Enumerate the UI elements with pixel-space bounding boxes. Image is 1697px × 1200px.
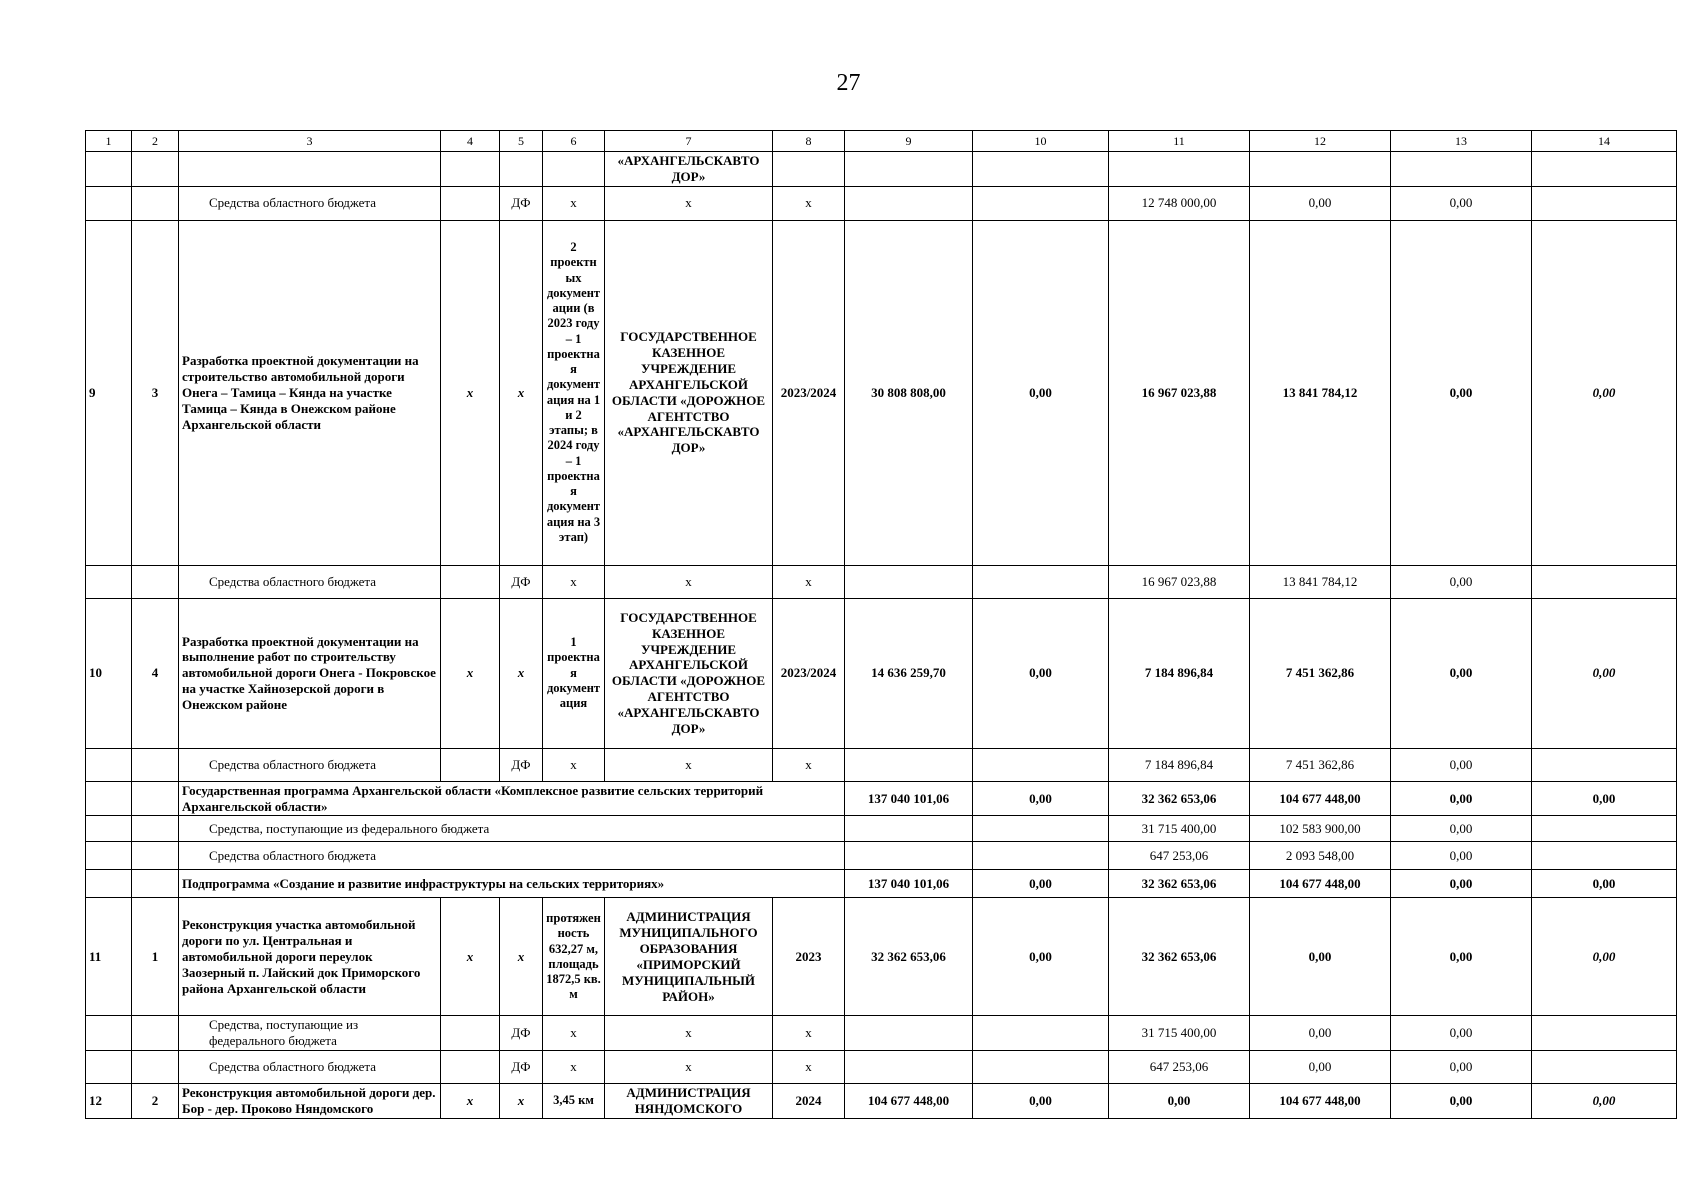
funding-source: Средства, поступающие из федерального бюджета xyxy=(179,1016,441,1051)
table-row xyxy=(86,598,1677,748)
cell: 0,00 xyxy=(1532,1084,1677,1119)
cell: 13 841 784,12 xyxy=(1250,220,1391,565)
result-cell: 3,45 км xyxy=(543,1084,605,1119)
cell: х xyxy=(543,1016,605,1051)
cell: 16 967 023,88 xyxy=(1109,565,1250,598)
cell: 0,00 xyxy=(973,781,1109,816)
cell: х xyxy=(441,220,500,565)
table-row xyxy=(86,1016,1677,1051)
cell: 0,00 xyxy=(1250,1016,1391,1051)
cell: 0,00 xyxy=(1391,781,1532,816)
cell: 32 362 653,06 xyxy=(1109,898,1250,1016)
period-cell: 2024 xyxy=(773,1084,845,1119)
table-row xyxy=(86,186,1677,220)
cell: х xyxy=(543,748,605,781)
table-row xyxy=(86,781,1677,816)
col-num: 8 xyxy=(773,131,845,152)
cell: 0,00 xyxy=(973,1084,1109,1119)
cell: 0,00 xyxy=(1532,220,1677,565)
cell: х xyxy=(605,565,773,598)
cell: х xyxy=(605,186,773,220)
cell: 32 362 653,06 xyxy=(1109,870,1250,898)
program-title: Государственная программа Архангельской области «Комплексное развитие сельских территорий Архангельской области» xyxy=(179,781,845,816)
cell: 2 093 548,00 xyxy=(1250,842,1391,870)
funding-source: Средства, поступающие из федерального бюджета xyxy=(179,816,845,842)
table-row xyxy=(86,1084,1677,1119)
cell: 31 715 400,00 xyxy=(1109,1016,1250,1051)
funding-source: Средства областного бюджета xyxy=(179,186,441,220)
column-number-row xyxy=(86,131,1677,152)
table-row xyxy=(86,898,1677,1016)
project-name: Реконструкция участка автомобильной дороги по ул. Центральная и автомобильной дороги переулок Заозерный п. Лайский док Приморского района Архангельской области xyxy=(179,898,441,1016)
cell: х xyxy=(500,598,543,748)
col-num: 13 xyxy=(1391,131,1532,152)
cell: 0,00 xyxy=(1391,1016,1532,1051)
col-num: 2 xyxy=(132,131,179,152)
cell: х xyxy=(773,1051,845,1084)
period-cell: 2023/2024 xyxy=(773,598,845,748)
cell: ДФ xyxy=(500,186,543,220)
row-number: 11 xyxy=(86,898,132,1016)
cell: 137 040 101,06 xyxy=(845,781,973,816)
cell xyxy=(845,748,973,781)
cell: 0,00 xyxy=(1532,898,1677,1016)
cell: 16 967 023,88 xyxy=(1109,220,1250,565)
cell: 0,00 xyxy=(1391,598,1532,748)
sub-number: 2 xyxy=(132,1084,179,1119)
cell: 104 677 448,00 xyxy=(1250,870,1391,898)
cell: 0,00 xyxy=(1532,870,1677,898)
cell: ДФ xyxy=(500,1016,543,1051)
cell: х xyxy=(543,565,605,598)
cell: 137 040 101,06 xyxy=(845,870,973,898)
cell: 0,00 xyxy=(1250,186,1391,220)
cell xyxy=(973,565,1109,598)
cell: х xyxy=(500,1084,543,1119)
project-name: Разработка проектной документации на строительство автомобильной дороги Онега – Тамица – Кянда на участке Тамица – Кянда в Онежском районе Архангельской области xyxy=(179,220,441,565)
executor-cell: АДМИНИСТРАЦИЯ НЯНДОМСКОГО xyxy=(605,1084,773,1119)
period-cell: 2023 xyxy=(773,898,845,1016)
budget-table xyxy=(85,130,1677,1119)
col-num: 7 xyxy=(605,131,773,152)
cell: 0,00 xyxy=(1250,1051,1391,1084)
col-num: 11 xyxy=(1109,131,1250,152)
table-row xyxy=(86,152,1677,187)
cell: х xyxy=(543,186,605,220)
cell: х xyxy=(605,748,773,781)
cell: 0,00 xyxy=(1391,898,1532,1016)
cell xyxy=(845,565,973,598)
col-num: 3 xyxy=(179,131,441,152)
cell: х xyxy=(441,598,500,748)
cell: 12 748 000,00 xyxy=(1109,186,1250,220)
cell: 647 253,06 xyxy=(1109,1051,1250,1084)
cell: х xyxy=(773,748,845,781)
cell: 32 362 653,06 xyxy=(1109,781,1250,816)
funding-source: Средства областного бюджета xyxy=(179,565,441,598)
cell: 0,00 xyxy=(973,598,1109,748)
cell: 0,00 xyxy=(973,220,1109,565)
page-number: 27 xyxy=(836,70,861,96)
sub-number: 1 xyxy=(132,898,179,1016)
col-num: 9 xyxy=(845,131,973,152)
cell: 31 715 400,00 xyxy=(1109,816,1250,842)
cell: 14 636 259,70 xyxy=(845,598,973,748)
row-number: 12 xyxy=(86,1084,132,1119)
executor-cell: АДМИНИСТРАЦИЯ МУНИЦИПАЛЬНОГО ОБРАЗОВАНИЯ «ПРИМОРСКИЙ МУНИЦИПАЛЬНЫЙ РАЙОН» xyxy=(605,898,773,1016)
cell: х xyxy=(605,1051,773,1084)
col-num: 12 xyxy=(1250,131,1391,152)
cell: 0,00 xyxy=(1532,781,1677,816)
cell: 0,00 xyxy=(1250,898,1391,1016)
row-number: 9 xyxy=(86,220,132,565)
cell: 30 808 808,00 xyxy=(845,220,973,565)
cell: 104 677 448,00 xyxy=(1250,1084,1391,1119)
cell: 0,00 xyxy=(973,870,1109,898)
cell: 32 362 653,06 xyxy=(845,898,973,1016)
funding-source: Средства областного бюджета xyxy=(179,842,845,870)
cell: х xyxy=(441,1084,500,1119)
cell xyxy=(845,186,973,220)
cell: ДФ xyxy=(500,748,543,781)
table-row xyxy=(86,565,1677,598)
cell: х xyxy=(500,220,543,565)
cell: 0,00 xyxy=(1391,220,1532,565)
executor-cell: «АРХАНГЕЛЬСКАВТО ДОР» xyxy=(605,152,773,187)
cell: х xyxy=(773,565,845,598)
table-row xyxy=(86,220,1677,565)
funding-source: Средства областного бюджета xyxy=(179,1051,441,1084)
col-num: 1 xyxy=(86,131,132,152)
cell: 0,00 xyxy=(1391,816,1532,842)
cell: 0,00 xyxy=(1391,186,1532,220)
col-num: 4 xyxy=(441,131,500,152)
table-row xyxy=(86,842,1677,870)
cell: 0,00 xyxy=(1532,598,1677,748)
cell: 0,00 xyxy=(973,898,1109,1016)
cell: 0,00 xyxy=(1391,748,1532,781)
cell: 0,00 xyxy=(1391,842,1532,870)
cell: 7 451 362,86 xyxy=(1250,598,1391,748)
col-num: 14 xyxy=(1532,131,1677,152)
cell xyxy=(973,186,1109,220)
col-num: 5 xyxy=(500,131,543,152)
cell: 7 451 362,86 xyxy=(1250,748,1391,781)
cell: х xyxy=(441,898,500,1016)
cell: х xyxy=(543,1051,605,1084)
funding-source: Средства областного бюджета xyxy=(179,748,441,781)
sub-number: 4 xyxy=(132,598,179,748)
cell: 0,00 xyxy=(1109,1084,1250,1119)
cell: х xyxy=(605,1016,773,1051)
cell: 7 184 896,84 xyxy=(1109,598,1250,748)
cell: 647 253,06 xyxy=(1109,842,1250,870)
col-num: 10 xyxy=(973,131,1109,152)
col-num: 6 xyxy=(543,131,605,152)
sub-number: 3 xyxy=(132,220,179,565)
cell: 0,00 xyxy=(1391,870,1532,898)
cell: 0,00 xyxy=(1391,565,1532,598)
executor-cell: ГОСУДАРСТВЕННОЕ КАЗЕННОЕ УЧРЕЖДЕНИЕ АРХАНГЕЛЬСКОЙ ОБЛАСТИ «ДОРОЖНОЕ АГЕНТСТВО «АРХАНГЕЛЬСКАВТО ДОР» xyxy=(605,598,773,748)
executor-cell: ГОСУДАРСТВЕННОЕ КАЗЕННОЕ УЧРЕЖДЕНИЕ АРХАНГЕЛЬСКОЙ ОБЛАСТИ «ДОРОЖНОЕ АГЕНТСТВО «АРХАНГЕЛЬСКАВТО ДОР» xyxy=(605,220,773,565)
cell: х xyxy=(500,898,543,1016)
result-cell: 2 проектных документации (в 2023 году – 1 проектная документация на 1 и 2 этапы; в 2024 году – 1 проектная документация на 3 этап) xyxy=(543,220,605,565)
cell: ДФ xyxy=(500,1051,543,1084)
table-row xyxy=(86,748,1677,781)
cell: 104 677 448,00 xyxy=(845,1084,973,1119)
cell: х xyxy=(773,1016,845,1051)
cell: 0,00 xyxy=(1391,1051,1532,1084)
table-row xyxy=(86,870,1677,898)
result-cell: протяженность 632,27 м, площадь 1872,5 кв. м xyxy=(543,898,605,1016)
cell xyxy=(1532,565,1677,598)
cell xyxy=(973,748,1109,781)
period-cell: 2023/2024 xyxy=(773,220,845,565)
row-number: 10 xyxy=(86,598,132,748)
project-name: Разработка проектной документации на выполнение работ по строительству автомобильной дороги Онега - Покровское на участке Хайнозерской дороги в Онежском районе xyxy=(179,598,441,748)
cell: 13 841 784,12 xyxy=(1250,565,1391,598)
table-row xyxy=(86,816,1677,842)
cell: ДФ xyxy=(500,565,543,598)
cell: 102 583 900,00 xyxy=(1250,816,1391,842)
cell xyxy=(1532,748,1677,781)
cell xyxy=(1532,186,1677,220)
cell: х xyxy=(773,186,845,220)
result-cell: 1 проектная документация xyxy=(543,598,605,748)
cell: 104 677 448,00 xyxy=(1250,781,1391,816)
cell: 0,00 xyxy=(1391,1084,1532,1119)
subprogram-title: Подпрограмма «Создание и развитие инфраструктуры на сельских территориях» xyxy=(179,870,845,898)
cell: 7 184 896,84 xyxy=(1109,748,1250,781)
table-row xyxy=(86,1051,1677,1084)
project-name: Реконструкция автомобильной дороги дер. Бор - дер. Проково Няндомского xyxy=(179,1084,441,1119)
